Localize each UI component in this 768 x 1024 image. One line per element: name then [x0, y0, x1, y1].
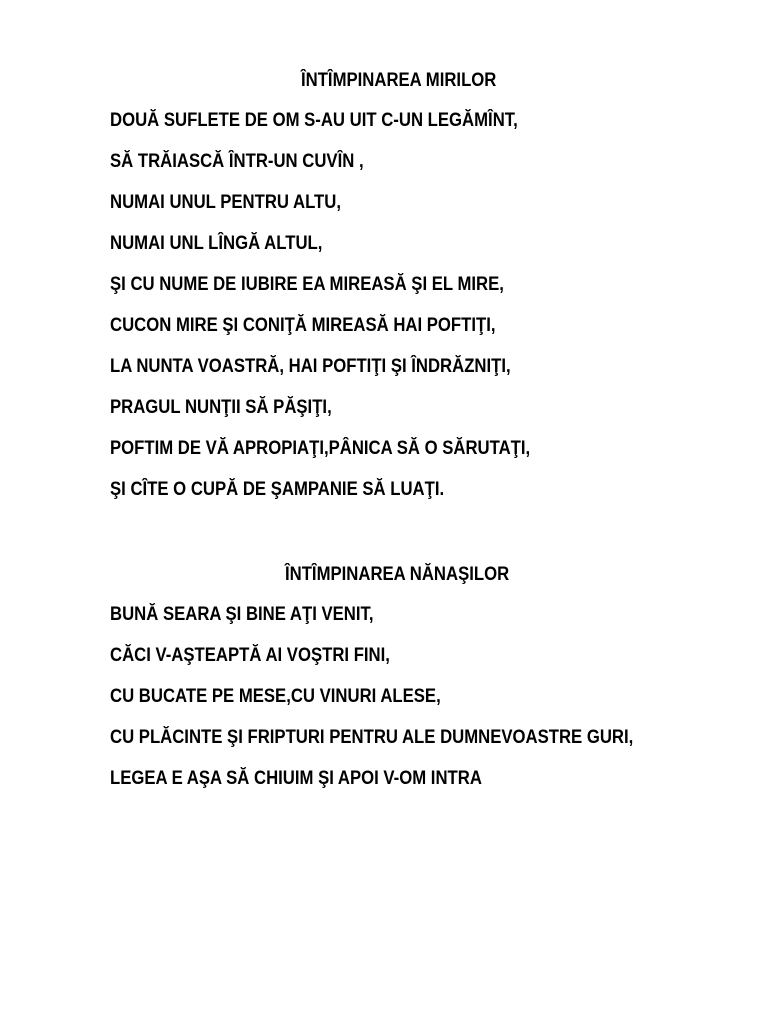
- verse-line: LEGEA E AŞA SĂ CHIUIM ŞI APOI V-OM INTRA: [110, 768, 482, 789]
- verse-line: POFTIM DE VĂ APROPIAŢI,PÂNICA SĂ O SĂRUTAŢI,: [110, 438, 531, 459]
- verse-line: BUNĂ SEARA ŞI BINE AŢI VENIT,: [110, 604, 374, 625]
- verse-line: ŞI CU NUME DE IUBIRE EA MIREASĂ ŞI EL MIRE,: [110, 274, 504, 295]
- section-title: ÎNTÎMPINAREA NĂNAŞILOR: [285, 564, 510, 585]
- verse-line: CUCON MIRE ŞI CONIŢĂ MIREASĂ HAI POFTIŢI,: [110, 315, 496, 336]
- verse-list: [110, 601, 730, 793]
- section-title: ÎNTÎMPINAREA MIRILOR: [301, 70, 497, 91]
- verse-line: NUMAI UNUL PENTRU ALTU,: [110, 192, 341, 213]
- verse-line: NUMAI UNL LÎNGĂ ALTUL,: [110, 233, 323, 254]
- section-intampinarea-nanasilor: [110, 561, 730, 793]
- verse-line: DOUĂ SUFLETE DE OM S-AU UIT C-UN LEGĂMÎNT,: [110, 110, 518, 131]
- verse-line: CĂCI V-AŞTEAPTĂ AI VOŞTRI FINI,: [110, 645, 390, 666]
- verse-line: SĂ TRĂIASCĂ ÎNTR-UN CUVÎN ,: [110, 151, 364, 172]
- verse-line: PRAGUL NUNŢII SĂ PĂŞIŢI,: [110, 397, 332, 418]
- section-intampinarea-mirilor: [110, 67, 730, 504]
- verse-line: ŞI CÎTE O CUPĂ DE ŞAMPANIE SĂ LUAŢI.: [110, 479, 445, 500]
- verse-list: [110, 107, 730, 504]
- verse-line: CU BUCATE PE MESE,CU VINURI ALESE,: [110, 686, 441, 707]
- verse-line: CU PLĂCINTE ŞI FRIPTURI PENTRU ALE DUMNEVOASTRE GURI,: [110, 727, 634, 748]
- verse-line: LA NUNTA VOASTRĂ, HAI POFTIŢI ŞI ÎNDRĂZNIŢI,: [110, 356, 511, 377]
